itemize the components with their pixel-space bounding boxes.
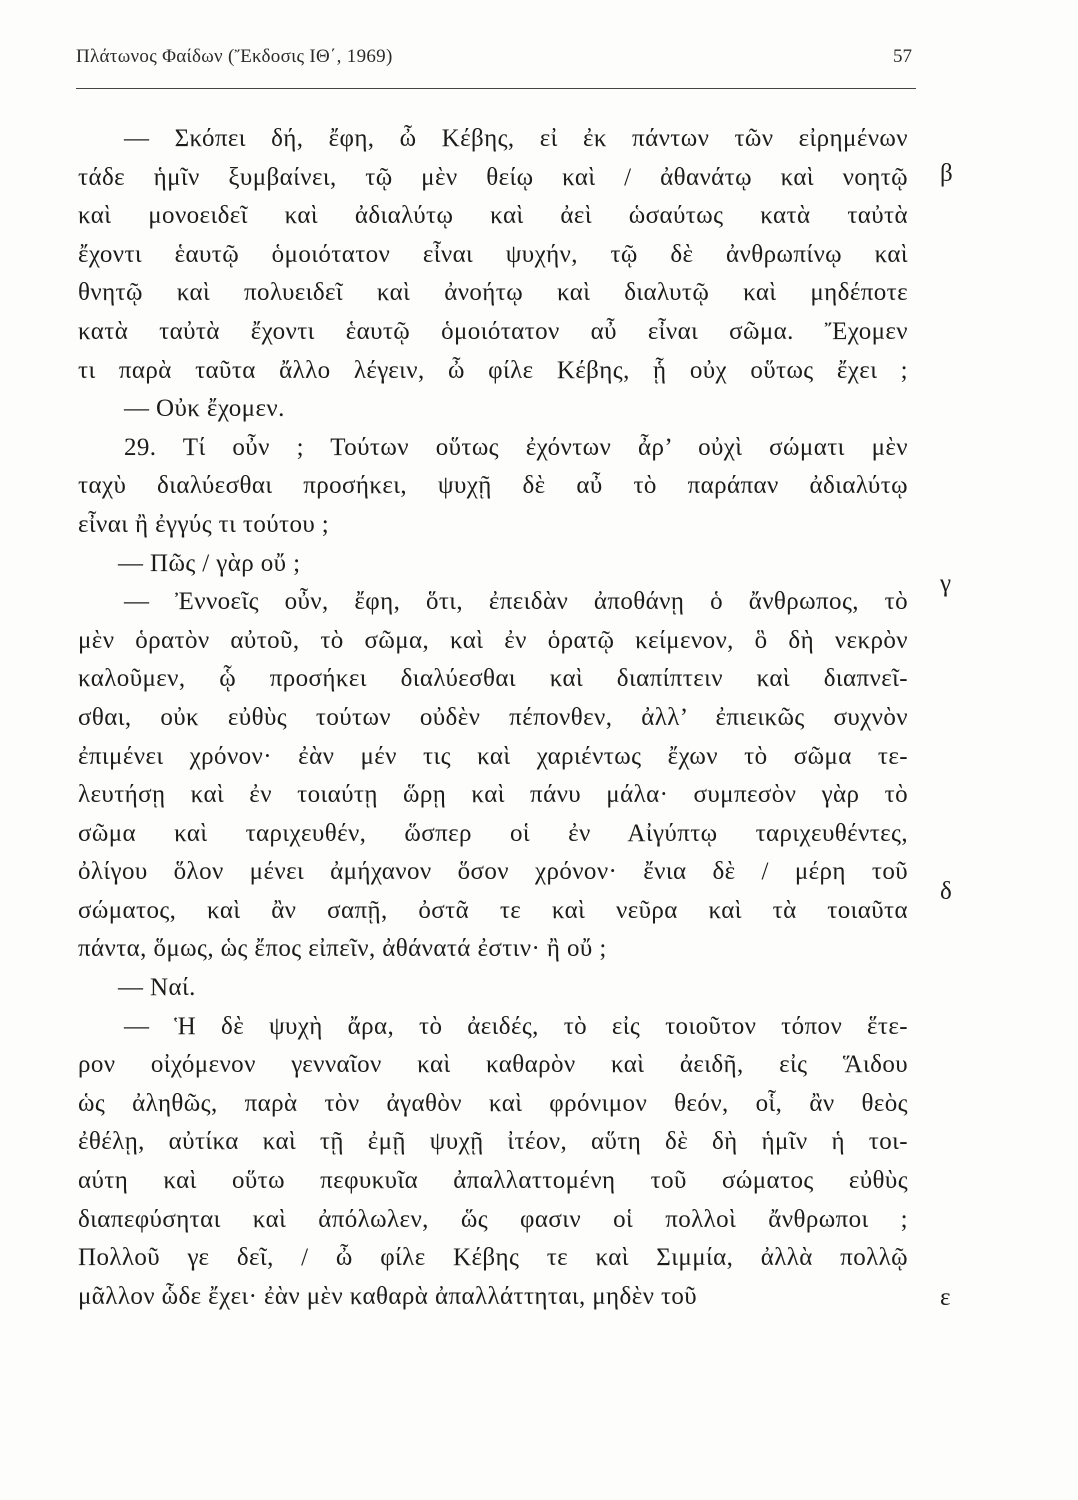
body-text — [78, 120, 908, 1316]
margin-note-gamma: γ — [940, 570, 952, 597]
text-line: σθαι, οὐκ εὐθὺς τούτων οὐδὲν πέπονθεν, ἀλλ’ ἐπιεικῶς συχνὸν — [78, 703, 908, 731]
text-line: εἶναι ἢ ἐγγύς τι τούτου ; — [78, 510, 330, 538]
text-line: ἔχοντι ἑαυτῷ ὁμοιότατον εἶναι ψυχήν, τῷ δὲ ἀνθρωπίνῳ καὶ — [78, 240, 908, 268]
text-line: σώματος, καὶ ἂν σαπῇ, ὀστᾶ τε καὶ νεῦρα καὶ τὰ τοιαῦτα — [78, 896, 908, 924]
text-line: 29. Τί οὖν ; Τούτων οὕτως ἐχόντων ἆρ’ οὐχὶ σώματι μὲν — [124, 433, 908, 461]
text-line: αύτη καὶ οὕτω πεφυκυῖα ἀπαλλαττομένη τοῦ σώματος εὐθὺς — [78, 1167, 908, 1195]
text-line: λευτήσῃ καὶ ἐν τοιαύτῃ ὥρῃ καὶ πάνυ μάλα· συμπεσὸν γὰρ τὸ — [78, 781, 908, 809]
text-line: — Ναί. — [118, 974, 196, 1002]
margin-note-delta: δ — [940, 878, 952, 905]
margin-note-beta: β — [940, 160, 953, 187]
text-line: πάντα, ὅμως, ὡς ἔπος εἰπεῖν, ἀθάνατά ἐστιν· ἢ οὔ ; — [78, 935, 607, 963]
page-number: 57 — [893, 46, 912, 67]
text-line: διαπεφύσηται καὶ ἀπόλωλεν, ὥς φασιν οἱ πολλοὶ ἄνθρωποι ; — [78, 1205, 908, 1233]
page-header — [76, 46, 912, 86]
text-line: καλοῦμεν, ᾧ προσήκει διαλύεσθαι καὶ διαπίπτειν καὶ διαπνεῖ- — [78, 665, 908, 693]
text-line: ὀλίγου ὅλον μένει ἀμήχανον ὅσον χρόνον· ἔνια δὲ / μέρη τοῦ — [78, 858, 908, 886]
text-line: — Πῶς / γὰρ οὔ ; — [118, 549, 301, 577]
text-line: ταχὺ διαλύεσθαι προσήκει, ψυχῇ δὲ αὖ τὸ παράπαν ἀδιαλύτῳ — [78, 472, 908, 500]
text-line: σῶμα καὶ ταριχευθέν, ὥσπερ οἱ ἐν Αἰγύπτῳ ταριχευθέντες, — [78, 819, 908, 847]
text-line: μὲν ὁρατὸν αὐτοῦ, τὸ σῶμα, καὶ ἐν ὁρατῷ κείμενον, ὃ δὴ νεκρὸν — [78, 626, 908, 654]
text-line: τάδε ἡμῖν ξυμβαίνει, τῷ μὲν θείῳ καὶ / ἀθανάτῳ καὶ νοητῷ — [78, 163, 908, 191]
running-head: Πλάτωνος Φαίδων (Ἔκδοσις ΙΘ΄, 1969) — [76, 46, 393, 67]
text-line: ρον οἰχόμενον γενναῖον καὶ καθαρὸν καὶ ἀειδῆ, εἰς Ἅιδου — [78, 1051, 908, 1079]
text-line: μᾶλλον ὧδε ἔχει· ἐὰν μὲν καθαρὰ ἀπαλλάττηται, μηδὲν τοῦ — [78, 1282, 698, 1310]
text-line: θνητῷ καὶ πολυειδεῖ καὶ ἀνοήτῳ καὶ διαλυτῷ καὶ μηδέποτε — [78, 279, 908, 307]
header-rule — [76, 88, 916, 89]
margin-note-epsilon: ε — [940, 1284, 951, 1311]
text-line: καὶ μονοειδεῖ καὶ ἀδιαλύτῳ καὶ ἀεὶ ὡσαύτως κατὰ ταὐτὰ — [78, 202, 908, 230]
text-line: — Σκόπει δή, ἔφη, ὦ Κέβης, εἰ ἐκ πάντων τῶν εἰρημένων — [124, 125, 908, 152]
text-line: — Ἐννοεῖς οὖν, ἔφη, ὅτι, ἐπειδὰν ἀποθάνῃ ὁ ἄνθρωπος, τὸ — [124, 588, 908, 616]
text-line: κατὰ ταὐτὰ ἔχοντι ἑαυτῷ ὁμοιότατον αὖ εἶναι σῶμα. Ἔχομεν — [78, 317, 908, 345]
text-line: τι παρὰ ταῦτα ἄλλο λέγειν, ὦ φίλε Κέβης, ᾗ οὐχ οὕτως ἔχει ; — [78, 356, 908, 384]
text-line: ἐπιμένει χρόνον· ἐὰν μέν τις καὶ χαριέντως ἔχων τὸ σῶμα τε- — [78, 742, 908, 770]
text-line: Πολλοῦ γε δεῖ, / ὦ φίλε Κέβης τε καὶ Σιμμία, ἀλλὰ πολλῷ — [78, 1244, 908, 1272]
text-line: ἐθέλῃ, αὐτίκα καὶ τῇ ἐμῇ ψυχῇ ἰτέον, αὕτη δὲ δὴ ἡμῖν ἡ τοι- — [78, 1128, 908, 1156]
text-line: ὡς ἀληθῶς, παρὰ τὸν ἀγαθὸν καὶ φρόνιμον θεόν, οἷ, ἂν θεὸς — [78, 1089, 908, 1117]
text-line: — Οὐκ ἔχομεν. — [124, 395, 285, 423]
text-line: — Ἡ δὲ ψυχὴ ἄρα, τὸ ἀειδές, τὸ εἰς τοιοῦτον τόπον ἕτε- — [124, 1012, 908, 1040]
